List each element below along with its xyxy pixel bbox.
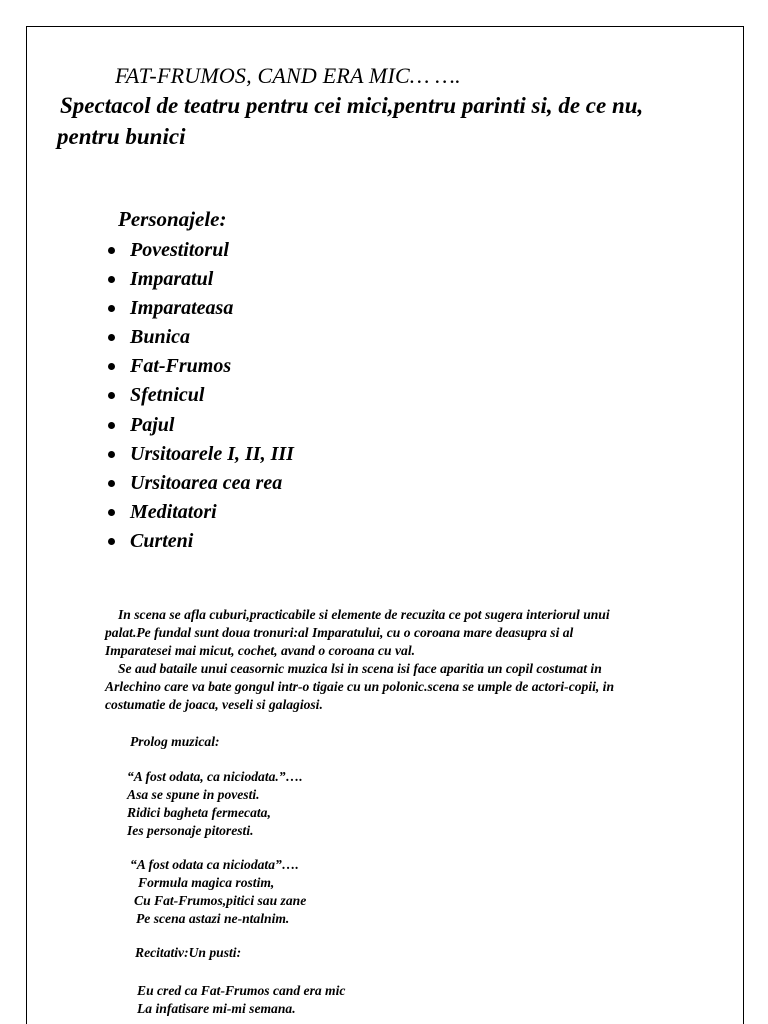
verse-line: Eu cred ca Fat-Frumos cand era mic bbox=[137, 983, 346, 998]
character-item bbox=[0, 411, 768, 440]
bullet-icon bbox=[108, 305, 115, 312]
verse-line: La infatisare mi-mi semana. bbox=[137, 1001, 296, 1016]
bullet-icon bbox=[108, 247, 115, 254]
bullet-icon bbox=[108, 509, 115, 516]
verse-line: Cu Fat-Frumos,pitici sau zane bbox=[134, 893, 307, 908]
character-name: Sfetnicul bbox=[130, 384, 205, 407]
verse-line: “A fost odata ca niciodata”…. bbox=[130, 857, 299, 872]
character-name: Ursitoarele I, II, III bbox=[130, 442, 294, 465]
character-name: Pajul bbox=[130, 413, 175, 436]
verse-line: Pe scena astazi ne-ntalnim. bbox=[136, 911, 290, 926]
character-name: Fat-Frumos bbox=[130, 355, 232, 378]
stage-direction-line: palat.Pe fundal sunt doua tronuri:al Imparatului, cu o coroana mare deasupra si al bbox=[105, 625, 574, 640]
character-item bbox=[0, 323, 768, 352]
verse-line: Asa se spune in povesti. bbox=[127, 787, 260, 802]
character-name: Povestitorul bbox=[130, 239, 229, 261]
character-name: Bunica bbox=[130, 326, 191, 349]
character-item bbox=[0, 440, 768, 469]
subtitle-line: pentru bunici bbox=[57, 124, 186, 149]
bullet-icon bbox=[108, 276, 115, 283]
characters-list bbox=[0, 236, 768, 556]
stage-direction-line: Arlechino care va bate gongul intr-o tigaie cu un polonic.scena se umple de actori-copii, in bbox=[105, 679, 615, 694]
character-item bbox=[0, 352, 768, 381]
character-name: Meditatori bbox=[130, 500, 217, 523]
character-name: Curteni bbox=[130, 529, 194, 552]
verse-line: Ridici bagheta fermecata, bbox=[127, 805, 271, 820]
bullet-icon bbox=[108, 538, 115, 545]
bullet-icon bbox=[108, 334, 115, 341]
stage-direction-line: In scena se afla cuburi,practicabile si elemente de recuzita ce pot sugera interiorul unui bbox=[118, 607, 610, 622]
verse-line: Ies personaje pitoresti. bbox=[127, 823, 254, 838]
bullet-icon bbox=[108, 363, 115, 370]
bullet-icon bbox=[108, 480, 115, 487]
character-name: Imparatul bbox=[130, 268, 214, 291]
document-title: FAT-FRUMOS, CAND ERA MIC… …. bbox=[115, 63, 461, 88]
verse-line: Formula magica rostim, bbox=[138, 875, 275, 890]
character-name: Ursitoarea cea rea bbox=[130, 471, 283, 494]
bullet-icon bbox=[108, 422, 115, 429]
recitativ-heading: Recitativ:Un pusti: bbox=[135, 945, 242, 960]
character-item bbox=[0, 265, 768, 294]
character-name: Imparateasa bbox=[130, 297, 234, 320]
characters-heading: Personajele: bbox=[118, 207, 227, 231]
character-item bbox=[0, 527, 768, 556]
prolog-heading: Prolog muzical: bbox=[130, 734, 220, 749]
stage-direction-line: costumatie de joaca, veseli si galagiosi. bbox=[105, 697, 323, 712]
character-item bbox=[0, 236, 768, 265]
bullet-icon bbox=[108, 392, 115, 399]
verse-line: “A fost odata, ca niciodata.”…. bbox=[127, 769, 303, 784]
stage-direction-line: Imparatesei mai micut, cochet, avand o coroana cu val. bbox=[105, 643, 415, 658]
character-item bbox=[0, 381, 768, 410]
stage-direction-line: Se aud bataile unui ceasornic muzica lsi in scena isi face aparitia un copil costumat in bbox=[118, 661, 602, 676]
bullet-icon bbox=[108, 451, 115, 458]
character-item bbox=[0, 469, 768, 498]
character-item bbox=[0, 294, 768, 323]
character-item bbox=[0, 498, 768, 527]
subtitle-line: Spectacol de teatru pentru cei mici,pentru parinti si, de ce nu, bbox=[60, 93, 644, 118]
